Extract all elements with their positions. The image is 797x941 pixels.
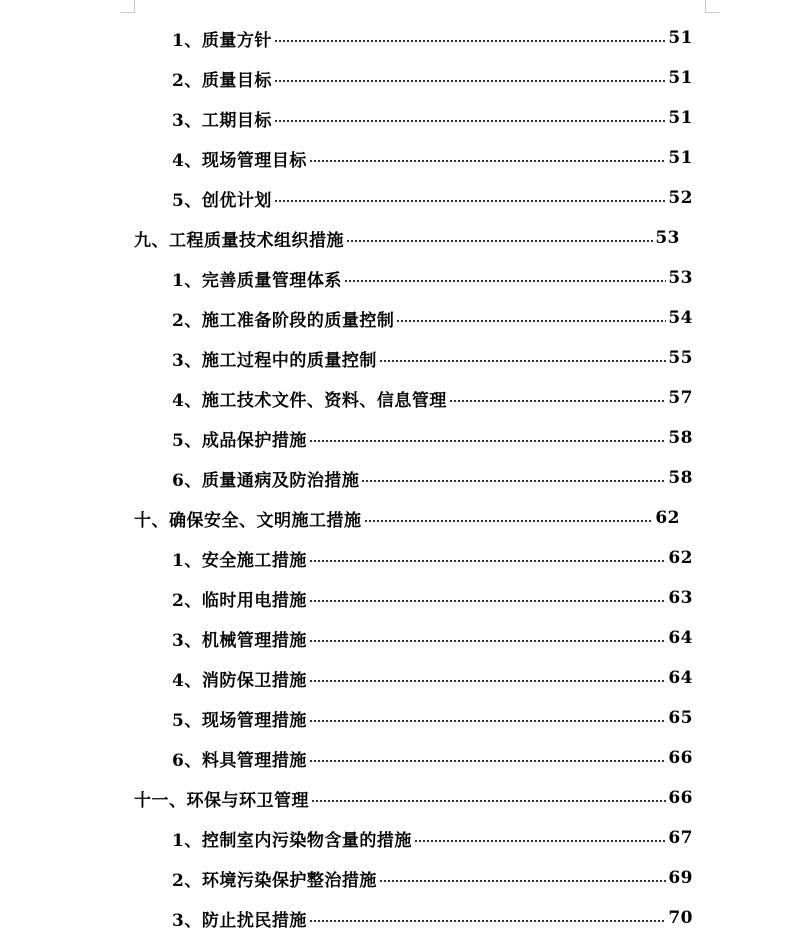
toc-entry-title: 1、控制室内污染物含量的措施 [172,830,412,851]
dot-leader [449,400,667,402]
toc-entry-title: 4、消防保卫措施 [172,670,307,691]
toc-subsection-entry[interactable] [172,538,693,578]
toc-subsection-entry[interactable] [172,458,693,498]
dot-leader [414,840,667,842]
toc-page-number: 53 [668,268,693,288]
toc-entry-title: 2、质量目标 [172,70,272,91]
toc-section-entry[interactable] [134,218,680,258]
toc-page-number: 51 [668,28,693,48]
toc-page-number: 57 [668,388,693,408]
toc-entry-title: 3、工期目标 [172,110,272,131]
dot-leader [364,520,654,522]
toc-entry-title: 5、成品保护措施 [172,430,307,451]
toc-entry-title: 2、施工准备阶段的质量控制 [172,310,395,331]
toc-page-number: 66 [668,788,693,808]
dot-leader [309,560,666,562]
toc-subsection-entry[interactable] [172,658,693,698]
dot-leader [361,480,666,482]
dot-leader [309,680,666,682]
toc-page-number: 53 [655,228,680,248]
toc-entry-title: 1、完善质量管理体系 [172,270,342,291]
toc-page-number: 54 [668,308,693,328]
dot-leader [379,360,667,362]
dot-leader [396,320,666,322]
toc-entry-title: 3、机械管理措施 [172,630,307,651]
toc-page-number: 51 [668,148,693,168]
toc-page-number: 52 [668,188,693,208]
toc-subsection-entry[interactable] [172,178,693,218]
toc-subsection-entry[interactable] [172,818,693,858]
toc-entry-title: 1、质量方针 [172,30,272,51]
dot-leader [311,800,666,802]
toc-section-entry[interactable] [134,498,680,538]
toc-entry-title: 十、确保安全、文明施工措施 [134,510,362,531]
toc-entry-title: 5、现场管理措施 [172,710,307,731]
toc-subsection-entry[interactable] [172,58,693,98]
toc-page-number: 63 [668,588,693,608]
toc-entry-title: 2、临时用电措施 [172,590,307,611]
toc-subsection-entry[interactable] [172,258,693,298]
toc-page-number: 51 [668,68,693,88]
toc-entry-title: 4、现场管理目标 [172,150,307,171]
toc-entry-title: 4、施工技术文件、资料、信息管理 [172,390,447,411]
dot-leader [309,440,666,442]
toc-entry-title: 九、工程质量技术组织措施 [134,230,344,251]
dot-leader [309,920,666,922]
toc-page-number: 51 [668,108,693,128]
toc-page-number: 69 [668,868,693,888]
toc-page-number: 67 [668,828,693,848]
dot-leader [309,760,666,762]
toc-subsection-entry[interactable] [172,578,693,618]
toc-page-number: 62 [668,548,693,568]
dot-leader [309,160,666,162]
crop-mark-top-left [120,0,135,13]
toc-entry-title: 2、环境污染保护整治措施 [172,870,377,891]
toc-subsection-entry[interactable] [172,18,693,58]
crop-mark-top-right [705,0,720,13]
toc-page-number: 70 [668,908,693,928]
toc-subsection-entry[interactable] [172,858,693,898]
toc-subsection-entry[interactable] [172,738,693,778]
dot-leader [274,40,666,42]
toc-subsection-entry[interactable] [172,98,693,138]
toc-subsection-entry[interactable] [172,298,693,338]
dot-leader [274,120,666,122]
toc-entry-title: 6、质量通病及防治措施 [172,470,360,491]
dot-leader [309,640,666,642]
toc-entry-title: 6、料具管理措施 [172,750,307,771]
toc-entry-title: 十一、环保与环卫管理 [134,790,309,811]
toc-subsection-entry[interactable] [172,898,693,938]
toc-subsection-entry[interactable] [172,378,693,418]
toc-entry-title: 5、创优计划 [172,190,272,211]
toc-page-number: 58 [668,468,693,488]
dot-leader [346,240,653,242]
dot-leader [274,80,666,82]
toc-page-number: 64 [668,628,693,648]
toc-page-number: 65 [668,708,693,728]
toc-page-number: 66 [668,748,693,768]
toc-page-number: 58 [668,428,693,448]
toc-entry-title: 3、防止扰民措施 [172,910,307,931]
dot-leader [344,280,666,282]
toc-subsection-entry[interactable] [172,418,693,458]
toc-subsection-entry[interactable] [172,698,693,738]
toc-entry-title: 3、施工过程中的质量控制 [172,350,377,371]
dot-leader [309,600,666,602]
toc-subsection-entry[interactable] [172,138,693,178]
toc-section-entry[interactable] [134,778,693,818]
toc-subsection-entry[interactable] [172,618,693,658]
toc-entry-title: 1、安全施工措施 [172,550,307,571]
toc-page-number: 55 [668,348,693,368]
dot-leader [309,720,666,722]
toc-page-number: 64 [668,668,693,688]
dot-leader [274,200,666,202]
toc-subsection-entry[interactable] [172,338,693,378]
toc-page-number: 62 [655,508,680,528]
dot-leader [379,880,667,882]
